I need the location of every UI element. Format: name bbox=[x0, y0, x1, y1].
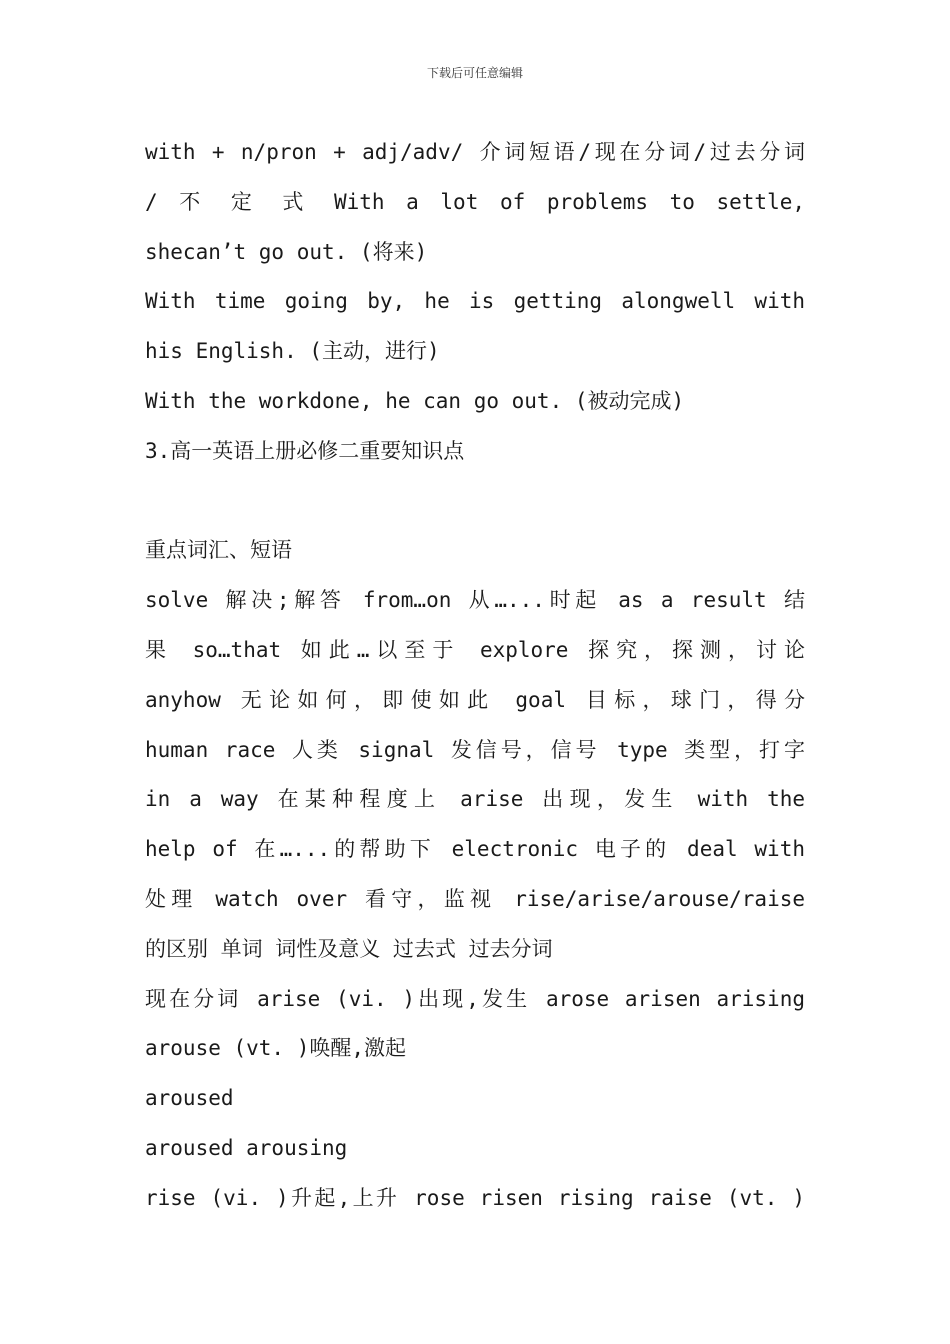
vocab-line-4: human race 人类 signal 发信号，信号 type 类型，打字 bbox=[145, 737, 805, 762]
text-line-2: / 不 定 式 With a lot of problems to settle, bbox=[145, 189, 805, 214]
vocab-line-2: 果 so…that 如此…以至于 explore 探究，探测，讨论 bbox=[145, 637, 805, 662]
section-heading: 3.高一英语上册必修二重要知识点 bbox=[145, 438, 465, 463]
vocab-line-6: help of 在…...的帮助下 electronic 电子的 deal with bbox=[145, 837, 805, 862]
vocab-line-7: 处理 watch over 看守，监视 rise/arise/arouse/raise bbox=[145, 886, 805, 911]
text-line-4: With time going by, he is getting alongwell with bbox=[145, 289, 805, 314]
text-line-3: shecan’t go out. (将来) bbox=[145, 239, 428, 264]
document-body bbox=[145, 128, 805, 1224]
vocab-line-1: solve 解决;解答 from…on 从…...时起 as a result 结 bbox=[145, 588, 805, 613]
vocab-line-5: in a way 在某种程度上 arise 出现，发生 with the bbox=[145, 787, 805, 812]
vocab-line-13: rise (vi. )升起,上升 rose risen rising raise (vt. ) bbox=[145, 1185, 805, 1210]
vocab-line-12: aroused arousing bbox=[145, 1135, 348, 1160]
subsection-heading: 重点词汇、短语 bbox=[145, 538, 292, 563]
page-header: 下载后可任意编辑 bbox=[426, 66, 523, 80]
blank-line bbox=[145, 477, 805, 527]
text-line-1: with + n/pron + adj/adv/ 介词短语/现在分词/过去分词 bbox=[145, 140, 805, 164]
text-line-5: his English. (主动，进行) bbox=[145, 339, 440, 364]
vocab-line-11: aroused bbox=[145, 1086, 234, 1111]
vocab-line-8: 的区别 单词 词性及意义 过去式 过去分词 bbox=[145, 936, 553, 961]
text-line-6: With the workdone, he can go out. (被动完成) bbox=[145, 388, 685, 413]
vocab-line-10: arouse (vt. )唤醒,激起 bbox=[145, 1036, 407, 1061]
vocab-line-9: 现在分词 arise (vi. )出现,发生 arose arisen arising bbox=[145, 986, 805, 1011]
vocab-line-3: anyhow 无论如何，即使如此 goal 目标，球门，得分 bbox=[145, 687, 805, 712]
